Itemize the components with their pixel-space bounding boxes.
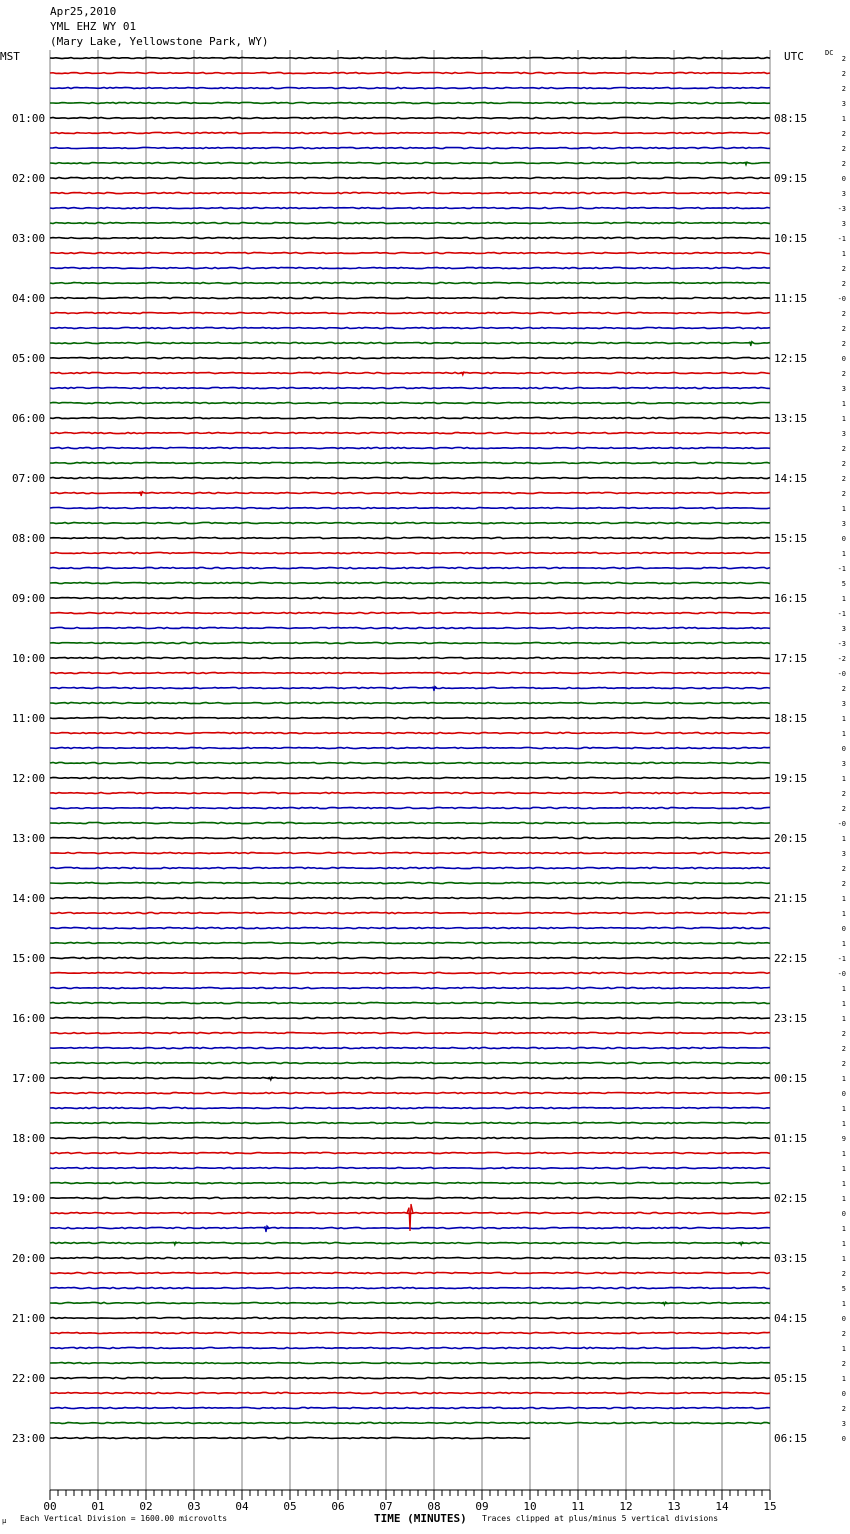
utc-hour-label: 19:15 bbox=[774, 772, 808, 785]
mst-hour-label: 22:00 bbox=[12, 1372, 46, 1385]
dc-offset-label: 2 bbox=[841, 1045, 846, 1053]
seismic-trace bbox=[50, 327, 770, 328]
dc-offset-label: 2 bbox=[841, 1360, 846, 1368]
seismic-trace bbox=[50, 1107, 770, 1108]
seismic-trace bbox=[50, 102, 770, 103]
dc-offset-label: 3 bbox=[841, 1420, 846, 1428]
utc-hour-label: 02:15 bbox=[774, 1192, 808, 1205]
mst-hour-label: 05:00 bbox=[12, 352, 46, 365]
utc-hour-label: 01:15 bbox=[774, 1132, 808, 1145]
mst-hour-label: 03:00 bbox=[12, 232, 46, 245]
seismic-trace bbox=[50, 942, 770, 943]
seismic-trace bbox=[50, 237, 770, 238]
seismic-trace bbox=[50, 207, 770, 208]
seismic-trace bbox=[50, 837, 770, 838]
seismic-trace bbox=[50, 852, 770, 853]
dc-offset-label: 2 bbox=[841, 310, 846, 318]
seismic-trace bbox=[50, 567, 770, 568]
x-ticks bbox=[43, 1490, 776, 1513]
seismic-trace bbox=[50, 492, 770, 493]
seismic-trace bbox=[50, 1182, 770, 1183]
mst-hour-label: 01:00 bbox=[12, 112, 46, 125]
seismic-trace bbox=[50, 1002, 770, 1003]
seismic-trace bbox=[50, 702, 770, 703]
utc-hour-label: 15:15 bbox=[774, 532, 808, 545]
dc-offset-label: -2 bbox=[837, 655, 846, 663]
seismic-trace bbox=[50, 252, 770, 253]
dc-offset-label: 2 bbox=[841, 865, 846, 873]
seismic-trace bbox=[50, 222, 770, 223]
seismic-trace bbox=[50, 672, 770, 673]
x-tick-label: 08 bbox=[427, 1500, 441, 1513]
dc-offset-label: 2 bbox=[841, 490, 846, 498]
seismic-trace bbox=[50, 717, 770, 718]
utc-hour-label: 10:15 bbox=[774, 232, 808, 245]
dc-offset-label: 2 bbox=[841, 685, 846, 693]
utc-hour-label: 09:15 bbox=[774, 172, 808, 185]
x-tick-label: 04 bbox=[235, 1500, 249, 1513]
dc-offset-label: 3 bbox=[841, 625, 846, 633]
seismic-trace bbox=[50, 132, 770, 133]
x-tick-label: 14 bbox=[715, 1500, 729, 1513]
seismic-trace bbox=[50, 822, 770, 823]
seismic-trace bbox=[50, 417, 770, 418]
mst-hour-label: 19:00 bbox=[12, 1192, 46, 1205]
dc-offset-label: 2 bbox=[841, 1330, 846, 1338]
utc-axis-label: UTC bbox=[784, 50, 804, 63]
dc-offset-label: 3 bbox=[841, 100, 846, 108]
dc-offset-label: 1 bbox=[841, 775, 846, 783]
dc-offset-label: 0 bbox=[841, 175, 846, 183]
utc-hour-label: 12:15 bbox=[774, 352, 808, 365]
dc-axis-label: DC bbox=[825, 49, 834, 57]
seismic-trace bbox=[50, 177, 770, 178]
seismic-trace bbox=[50, 1062, 770, 1063]
dc-offset-label: 1 bbox=[841, 550, 846, 558]
grid-lines bbox=[50, 50, 770, 1490]
seismic-trace bbox=[50, 1377, 770, 1378]
mst-hour-label: 07:00 bbox=[12, 472, 46, 485]
x-tick-label: 01 bbox=[91, 1500, 105, 1513]
date-label: Apr25,2010 bbox=[50, 5, 117, 18]
mst-hour-label: 06:00 bbox=[12, 412, 46, 425]
seismic-trace bbox=[50, 987, 770, 988]
dc-offset-label: 1 bbox=[841, 1375, 846, 1383]
utc-hour-label: 11:15 bbox=[774, 292, 808, 305]
mst-hour-label: 08:00 bbox=[12, 532, 46, 545]
dc-offset-label: 5 bbox=[841, 580, 846, 588]
dc-offset-label: 2 bbox=[841, 265, 846, 273]
seismic-trace bbox=[50, 1287, 770, 1288]
seismic-trace bbox=[50, 1257, 770, 1258]
seismic-trace bbox=[50, 402, 770, 403]
seismic-trace bbox=[50, 1197, 770, 1198]
dc-offset-label: 1 bbox=[841, 730, 846, 738]
dc-offset-label: 1 bbox=[841, 1120, 846, 1128]
seismic-trace bbox=[50, 552, 770, 553]
seismic-trace bbox=[50, 687, 770, 688]
dc-offset-label: -3 bbox=[837, 205, 846, 213]
seismic-trace bbox=[50, 1047, 770, 1048]
seismic-trace bbox=[50, 762, 770, 763]
dc-offset-label: 1 bbox=[841, 115, 846, 123]
utc-hour-label: 08:15 bbox=[774, 112, 808, 125]
mst-hour-label: 14:00 bbox=[12, 892, 46, 905]
dc-offset-label: 2 bbox=[841, 160, 846, 168]
x-tick-label: 11 bbox=[571, 1500, 585, 1513]
seismic-trace bbox=[50, 372, 770, 373]
dc-offset-label: -3 bbox=[837, 640, 846, 648]
seismic-trace bbox=[50, 612, 770, 613]
dc-offset-label: 0 bbox=[841, 745, 846, 753]
seismic-trace bbox=[50, 357, 770, 358]
seismic-trace bbox=[50, 72, 770, 73]
seismic-trace bbox=[50, 267, 770, 268]
utc-hour-label: 22:15 bbox=[774, 952, 808, 965]
dc-offset-label: 2 bbox=[841, 370, 846, 378]
seismic-trace bbox=[50, 1392, 770, 1393]
x-tick-label: 12 bbox=[619, 1500, 633, 1513]
seismic-trace bbox=[50, 162, 770, 163]
dc-offset-label: 0 bbox=[841, 1390, 846, 1398]
seismic-trace bbox=[50, 1437, 530, 1438]
seismic-trace bbox=[50, 477, 770, 478]
dc-offset-label: 0 bbox=[841, 535, 846, 543]
x-tick-label: 09 bbox=[475, 1500, 489, 1513]
seismic-trace bbox=[50, 1212, 770, 1213]
seismic-trace bbox=[50, 627, 770, 628]
dc-offset-label: 1 bbox=[841, 595, 846, 603]
dc-offset-label: -0 bbox=[837, 670, 846, 678]
seismic-trace bbox=[50, 147, 770, 148]
x-tick-label: 02 bbox=[139, 1500, 153, 1513]
dc-offset-label: 2 bbox=[841, 340, 846, 348]
mst-hour-label: 11:00 bbox=[12, 712, 46, 725]
seismic-trace bbox=[50, 927, 770, 928]
dc-offset-label: 3 bbox=[841, 430, 846, 438]
x-axis-title: TIME (MINUTES) bbox=[374, 1512, 467, 1525]
dc-offset-label: 2 bbox=[841, 70, 846, 78]
dc-offset-label: 3 bbox=[841, 190, 846, 198]
seismic-trace bbox=[50, 57, 770, 58]
seismic-trace bbox=[50, 387, 770, 388]
utc-hour-label: 17:15 bbox=[774, 652, 808, 665]
utc-hour-label: 18:15 bbox=[774, 712, 808, 725]
utc-hour-label: 06:15 bbox=[774, 1432, 808, 1445]
dc-offset-label: 2 bbox=[841, 130, 846, 138]
seismic-trace bbox=[50, 192, 770, 193]
seismic-trace bbox=[50, 882, 770, 883]
dc-offset-label: 1 bbox=[841, 1255, 846, 1263]
mst-hour-label: 15:00 bbox=[12, 952, 46, 965]
dc-offset-label: 1 bbox=[841, 250, 846, 258]
seismic-trace bbox=[50, 462, 770, 463]
x-tick-label: 15 bbox=[763, 1500, 777, 1513]
mst-hour-label: 04:00 bbox=[12, 292, 46, 305]
seismic-trace bbox=[50, 342, 770, 343]
utc-hour-label: 04:15 bbox=[774, 1312, 808, 1325]
seismic-trace bbox=[50, 597, 770, 598]
utc-hour-label: 13:15 bbox=[774, 412, 808, 425]
dc-offset-label: 0 bbox=[841, 1210, 846, 1218]
dc-offset-label: 0 bbox=[841, 925, 846, 933]
seismic-trace bbox=[50, 522, 770, 523]
seismic-trace bbox=[50, 1272, 770, 1273]
dc-offset-label: 1 bbox=[841, 1225, 846, 1233]
mst-hour-label: 09:00 bbox=[12, 592, 46, 605]
dc-offset-label: 1 bbox=[841, 1345, 846, 1353]
mst-hour-label: 20:00 bbox=[12, 1252, 46, 1265]
utc-hour-label: 20:15 bbox=[774, 832, 808, 845]
dc-offset-label: 1 bbox=[841, 895, 846, 903]
trace-group bbox=[50, 57, 770, 1438]
dc-offset-label: 1 bbox=[841, 1165, 846, 1173]
utc-hour-label: 00:15 bbox=[774, 1072, 808, 1085]
seismic-trace bbox=[50, 1332, 770, 1333]
dc-offset-label: 1 bbox=[841, 1150, 846, 1158]
dc-offset-label: 3 bbox=[841, 850, 846, 858]
mst-hour-label: 17:00 bbox=[12, 1072, 46, 1085]
label-group bbox=[0, 49, 846, 1445]
dc-offset-label: -1 bbox=[837, 610, 846, 618]
mst-hour-label: 12:00 bbox=[12, 772, 46, 785]
dc-offset-label: 2 bbox=[841, 805, 846, 813]
x-tick-label: 07 bbox=[379, 1500, 393, 1513]
dc-offset-label: 1 bbox=[841, 1300, 846, 1308]
dc-offset-label: 2 bbox=[841, 325, 846, 333]
dc-offset-label: 9 bbox=[841, 1135, 846, 1143]
dc-offset-label: 0 bbox=[841, 1315, 846, 1323]
mst-hour-label: 02:00 bbox=[12, 172, 46, 185]
seismic-trace bbox=[50, 957, 770, 958]
seismic-trace bbox=[50, 537, 770, 538]
utc-hour-label: 16:15 bbox=[774, 592, 808, 605]
dc-offset-label: 3 bbox=[841, 385, 846, 393]
dc-offset-label: 1 bbox=[841, 715, 846, 723]
dc-offset-label: 1 bbox=[841, 400, 846, 408]
dc-offset-label: 0 bbox=[841, 355, 846, 363]
dc-offset-label: 0 bbox=[841, 1090, 846, 1098]
dc-offset-label: 5 bbox=[841, 1285, 846, 1293]
utc-hour-label: 03:15 bbox=[774, 1252, 808, 1265]
dc-offset-label: 2 bbox=[841, 145, 846, 153]
dc-offset-label: -0 bbox=[837, 970, 846, 978]
seismic-event bbox=[407, 1204, 413, 1231]
dc-offset-label: 2 bbox=[841, 55, 846, 63]
dc-offset-label: 1 bbox=[841, 1015, 846, 1023]
dc-offset-label: -1 bbox=[837, 955, 846, 963]
dc-offset-label: 1 bbox=[841, 415, 846, 423]
seismic-trace bbox=[50, 1407, 770, 1408]
utc-hour-label: 21:15 bbox=[774, 892, 808, 905]
seismic-trace bbox=[50, 507, 770, 508]
dc-offset-label: 1 bbox=[841, 835, 846, 843]
dc-offset-label: 1 bbox=[841, 1240, 846, 1248]
dc-offset-label: 0 bbox=[841, 1435, 846, 1443]
seismic-trace bbox=[50, 1092, 770, 1093]
seismic-trace bbox=[50, 732, 770, 733]
location-label: (Mary Lake, Yellowstone Park, WY) bbox=[50, 35, 269, 48]
dc-offset-label: -1 bbox=[837, 565, 846, 573]
seismic-trace bbox=[50, 1017, 770, 1018]
dc-offset-label: 2 bbox=[841, 445, 846, 453]
seismic-trace bbox=[50, 807, 770, 808]
seismic-trace bbox=[50, 792, 770, 793]
seismic-trace bbox=[50, 1242, 770, 1243]
dc-offset-label: 1 bbox=[841, 1000, 846, 1008]
clip-note: Traces clipped at plus/minus 5 vertical divisions bbox=[482, 1514, 719, 1523]
dc-offset-label: 2 bbox=[841, 85, 846, 93]
dc-offset-label: 2 bbox=[841, 880, 846, 888]
seismic-trace bbox=[50, 747, 770, 748]
dc-offset-label: 3 bbox=[841, 700, 846, 708]
dc-offset-label: 1 bbox=[841, 505, 846, 513]
seismic-trace bbox=[50, 642, 770, 643]
seismic-trace bbox=[50, 582, 770, 583]
seismic-trace bbox=[50, 1152, 770, 1153]
seismic-trace bbox=[50, 912, 770, 913]
dc-offset-label: 1 bbox=[841, 910, 846, 918]
seismic-trace bbox=[50, 1422, 770, 1423]
seismic-trace bbox=[50, 1317, 770, 1318]
dc-offset-label: -1 bbox=[837, 235, 846, 243]
mst-hour-label: 21:00 bbox=[12, 1312, 46, 1325]
dc-offset-label: 1 bbox=[841, 1195, 846, 1203]
seismic-trace bbox=[50, 282, 770, 283]
x-tick-label: 05 bbox=[283, 1500, 297, 1513]
scale-note: Each Vertical Division = 1600.00 microvolts bbox=[20, 1514, 228, 1523]
seismic-trace bbox=[50, 312, 770, 313]
dc-offset-label: 1 bbox=[841, 1105, 846, 1113]
seismic-trace bbox=[50, 117, 770, 118]
dc-offset-label: 3 bbox=[841, 220, 846, 228]
dc-offset-label: 2 bbox=[841, 1405, 846, 1413]
dc-offset-label: 1 bbox=[841, 940, 846, 948]
seismic-trace bbox=[50, 432, 770, 433]
dc-offset-label: 3 bbox=[841, 520, 846, 528]
seismic-trace bbox=[50, 87, 770, 88]
dc-offset-label: 1 bbox=[841, 985, 846, 993]
seismic-trace bbox=[50, 1137, 770, 1138]
mst-hour-label: 13:00 bbox=[12, 832, 46, 845]
dc-offset-label: 2 bbox=[841, 1060, 846, 1068]
dc-offset-label: 2 bbox=[841, 460, 846, 468]
seismic-trace bbox=[50, 1347, 770, 1348]
mst-hour-label: 18:00 bbox=[12, 1132, 46, 1145]
seismic-trace bbox=[50, 297, 770, 298]
seismic-trace bbox=[50, 777, 770, 778]
seismic-trace bbox=[50, 657, 770, 658]
dc-offset-label: 2 bbox=[841, 475, 846, 483]
dc-offset-label: 1 bbox=[841, 1075, 846, 1083]
corner-mark: μ bbox=[2, 1517, 7, 1525]
seismic-trace bbox=[50, 867, 770, 868]
dc-offset-label: 2 bbox=[841, 280, 846, 288]
dc-offset-label: -0 bbox=[837, 820, 846, 828]
mst-hour-label: 16:00 bbox=[12, 1012, 46, 1025]
dc-offset-label: 2 bbox=[841, 790, 846, 798]
dc-offset-label: 2 bbox=[841, 1030, 846, 1038]
seismic-trace bbox=[50, 1362, 770, 1363]
dc-offset-label: 1 bbox=[841, 1180, 846, 1188]
seismic-trace bbox=[50, 1077, 770, 1078]
utc-hour-label: 23:15 bbox=[774, 1012, 808, 1025]
station-label: YML EHZ WY 01 bbox=[50, 20, 137, 33]
x-tick-label: 03 bbox=[187, 1500, 201, 1513]
mst-hour-label: 23:00 bbox=[12, 1432, 46, 1445]
mst-hour-label: 10:00 bbox=[12, 652, 46, 665]
seismic-trace bbox=[50, 1122, 770, 1123]
x-tick-label: 13 bbox=[667, 1500, 681, 1513]
dc-offset-label: 2 bbox=[841, 1270, 846, 1278]
seismic-trace bbox=[50, 972, 770, 973]
mst-axis-label: MST bbox=[0, 50, 20, 63]
dc-offset-label: -0 bbox=[837, 295, 846, 303]
seismic-trace bbox=[50, 1167, 770, 1168]
utc-hour-label: 14:15 bbox=[774, 472, 808, 485]
x-tick-label: 06 bbox=[331, 1500, 345, 1513]
utc-hour-label: 05:15 bbox=[774, 1372, 808, 1385]
seismic-trace bbox=[50, 897, 770, 898]
dc-offset-label: 3 bbox=[841, 760, 846, 768]
x-tick-label: 10 bbox=[523, 1500, 537, 1513]
x-tick-label: 00 bbox=[43, 1500, 57, 1513]
seismic-trace bbox=[50, 1032, 770, 1033]
seismic-trace bbox=[50, 447, 770, 448]
